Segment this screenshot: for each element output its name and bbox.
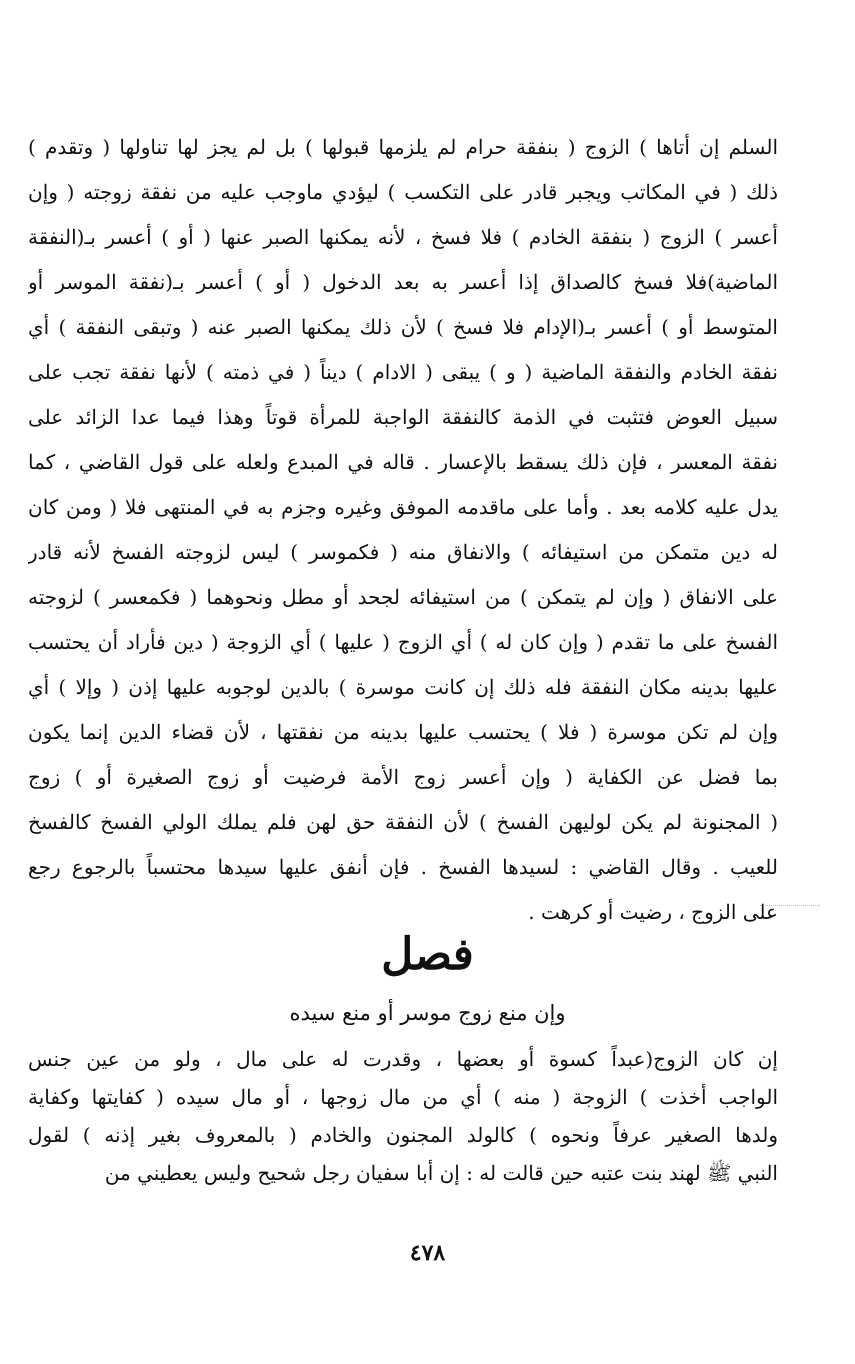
text-line: ( المجنونة لم يكن لوليهن الفسخ ) لأن النفقة حق لهن فلم يملك الولي الفسخ كالفسخ [28,810,778,834]
text-line: بما فضل عن الكفاية ( وإن أعسر زوج الأمة فرضيت أو زوج الصغيرة أو ) زوج [28,765,778,789]
scan-mark [760,905,820,906]
text-line: أعسر ) الزوج ( بنفقة الخادم ) فلا فسخ ، لأنه يمكنها الصبر عنها ( أو ) أعسر بـ(النفقة [28,225,778,249]
text-line: على الانفاق ( وإن لم يتمكن ) من استيفائه لجحد أو مطل ونحوهما ( فكمعسر ) لزوجته [28,585,778,609]
text-line: الفسخ على ما تقدم ( وإن كان له ) أي الزوج ( عليها ) أي الزوجة ( دين فأراد أن يحتسب [28,630,778,654]
text-line: على الزوج ، رضيت أو كرهت . [528,900,778,924]
text-line: إن كان الزوج(عبداً كسوة أو بعضها ، وقدرت له على مال ، ولو من عين جنس [28,1047,778,1071]
text-line: له دين متمكن من استيفائه ) والانفاق منه ( فكموسر ) ليس لزوجته الفسخ لأنه قادر [28,540,778,564]
text-line: الواجب أخذت ) الزوجة ( منه ) أي من مال زوجها ، أو مال سيده ( كفايتها وكفاية [28,1085,778,1109]
section-title: فصل [381,929,474,980]
text-line: النبي ﷺ لهند بنت عتبه حين قالت له : إن أبا سفيان رجل شحيح وليس يعطيني من [104,1161,778,1185]
text-line: وإن لم تكن موسرة ( فلا ) يحتسب عليها بدينه من نفقتها ، لأن قضاء الدين إنما يكون [28,720,778,744]
text-line: الماضية)فلا فسخ كالصداق إذا أعسر به بعد الدخول ( أو ) أعسر بـ(نفقة الموسر أو [28,270,778,294]
lower-paragraph [28,1040,778,1192]
text-line: ذلك ( في المكاتب ويجبر قادر على التكسب ) ليؤدي ماوجب عليه من نفقة زوجته ( وإن [28,180,778,204]
section-subheading: وإن منع زوج موسر أو منع سيده [289,1001,566,1025]
text-line: المتوسط أو ) أعسر بـ(الإدام فلا فسخ ) لأن ذلك يمكنها الصبر عنه ( وتبقى النفقة ) أي [28,315,778,339]
text-line: نفقة الخادم والنفقة الماضية ( و ) يبقى ( الادام ) ديناً ( في ذمته ) لأنها نفقة تجب على [28,360,778,384]
text-line: للعيب . وقال القاضي : لسيدها الفسخ . فإن أنفق عليها سيدها محتسباً بالرجوع رجع [28,855,778,879]
text-line: يدل عليه كلامه بعد . وأما على ماقدمه الموفق وغيره وجزم به في المنتهى فلا ( ومن كان [28,495,778,519]
text-line: ولدها الصغير عرفاً ونحوه ) كالولد المجنون والخادم ( بالمعروف بغير إذنه ) لقول [28,1123,778,1147]
text-line: سبيل العوض فتثبت في الذمة كالنفقة الواجبة للمرأة قوتاً وهذا فيما عدا الزائد على [28,405,778,429]
text-line: السلم إن أتاها ) الزوج ( بنفقة حرام لم يلزمها قبولها ) بل لم يجز لها تناولها ( وتقدم ) [28,135,778,159]
text-line: عليها بدينه مكان النفقة فله ذلك إن كانت موسرة ) بالدين لوجوبه عليها إذن ( وإلا ) أي [28,675,778,699]
page-number: ٤٧٨ [409,1240,446,1266]
upper-paragraph [28,125,778,935]
text-line: نفقة المعسر ، فإن ذلك يسقط بالإعسار . قاله في المبدع ولعله على قول القاضي ، كما [28,450,778,474]
